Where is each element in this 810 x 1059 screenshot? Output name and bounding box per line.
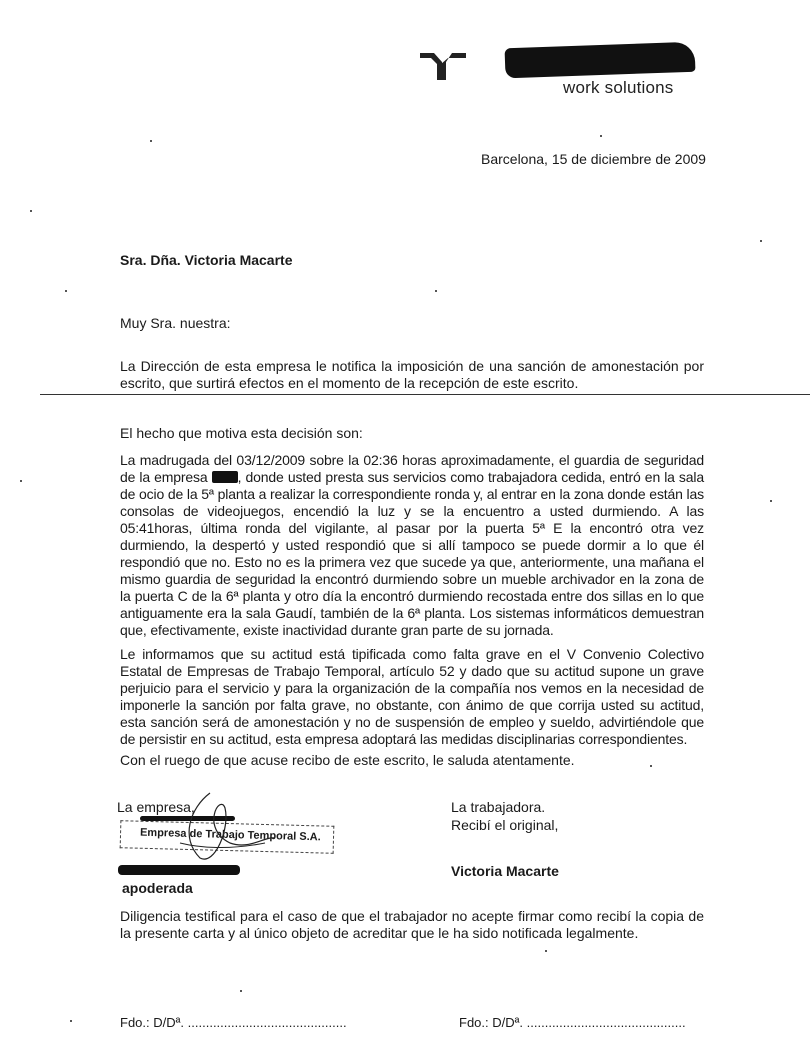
scan-speck <box>545 950 547 952</box>
closing-paragraph: Con el ruego de que acuse recibo de este escrito, le saluda atentamente. <box>120 752 575 768</box>
facts-text-start: La madrugada del 03/12/2009 sobre la 02:36 horas aproximadamente, el guardia de seguridad de la empresa <box>120 452 704 485</box>
scan-speck <box>240 990 242 992</box>
scan-speck <box>760 240 762 242</box>
scan-speck <box>770 500 772 502</box>
witness-note: Diligencia testifical para el caso de que el trabajador no acepte firmar como recibí la copia de la presente carta y al único objeto de acreditar que le ha sido notificada legalmente. <box>120 908 704 941</box>
redacted-signer-name <box>118 865 240 875</box>
redacted-client-name <box>212 471 238 483</box>
scan-speck <box>435 290 437 292</box>
recipient-name: Sra. Dña. Victoria Macarte <box>120 252 293 268</box>
scan-speck <box>65 290 67 292</box>
company-logo-icon <box>420 50 466 80</box>
salutation: Muy Sra. nuestra: <box>120 315 231 331</box>
scan-speck <box>600 135 602 137</box>
witness-signature-line-left: Fdo.: D/Dª. ............................................ <box>120 1015 347 1030</box>
worker-name: Victoria Macarte <box>451 863 559 879</box>
scan-speck <box>20 480 22 482</box>
brand-tagline: work solutions <box>563 78 674 97</box>
worker-receipt-label: Recibí el original, <box>451 817 559 833</box>
scan-speck <box>30 210 32 212</box>
sanction-paragraph: Le informamos que su actitud está tipificada como falta grave en el V Convenio Colectivo Estatal de Empresas de Trabajo Temporal, artículo 52 y dado que su actitud supone un grave perjuicio para el servicio y para la organización de la compañía nos vemos en la necesidad de imponerle la sanción por falta grave, no obstante, con ánimo de que corrija usted su actitud, esta sanción será de amonestación y no de suspensión de empleo y sueldo, advirtiéndole que de persistir en su actitud, esta empresa adoptará las medidas disciplinarias correspondientes. <box>120 646 704 747</box>
stamp-text: Empresa de Trabajo Temporal S.A. <box>139 826 321 844</box>
company-signature-label: La empresa, <box>117 799 195 815</box>
notice-paragraph: La Dirección de esta empresa le notifica la imposición de una sanción de amonestación por escrito, que surtirá efectos en el momento de la recepción de este escrito. <box>120 358 704 391</box>
scan-line-artifact <box>40 394 810 395</box>
scan-speck <box>150 140 152 142</box>
facts-text-end: , donde usted presta sus servicios como trabajadora cedida, entró en la sala de ocio de la 5ª planta a realizar la correspondiente ronda y, al entrar en la zona donde están las consolas de videojuegos, encendió la luz y se la encuentro a usted durmiendo. A las 05:41horas, última ronda del vigilante, al pasar por la puerta 5ª E la encontró otra vez durmiendo, la despertó y usted respondió que si allí tampoco se puede dormir a lo que él respondió que no. Esto no es la primera vez que sucede ya que, anteriormente, una mañana el mismo guardia de seguridad la encontró durmiendo sobre un mueble archivador en la zona de la puerta C de la 6ª planta y otro día la encontró durmiendo recostada entre dos sillas en lo que antiguamente era la sala Gaudí, también de la 6ª planta. Los sistemas informáticos demuestran que, efectivamente, existe inactividad durante gran parte de su jornada. <box>120 469 704 638</box>
facts-intro: El hecho que motiva esta decisión son: <box>120 425 363 441</box>
facts-paragraph <box>120 452 704 639</box>
handwritten-signature <box>170 788 280 863</box>
worker-signature-label: La trabajadora. <box>451 799 546 815</box>
witness-signature-line-right: Fdo.: D/Dª. ............................................ <box>459 1015 686 1030</box>
signer-role: apoderada <box>122 880 193 896</box>
scan-speck <box>70 1020 72 1022</box>
letter-date: Barcelona, 15 de diciembre de 2009 <box>481 151 706 167</box>
redacted-company-name <box>505 42 696 79</box>
scan-speck <box>650 765 652 767</box>
